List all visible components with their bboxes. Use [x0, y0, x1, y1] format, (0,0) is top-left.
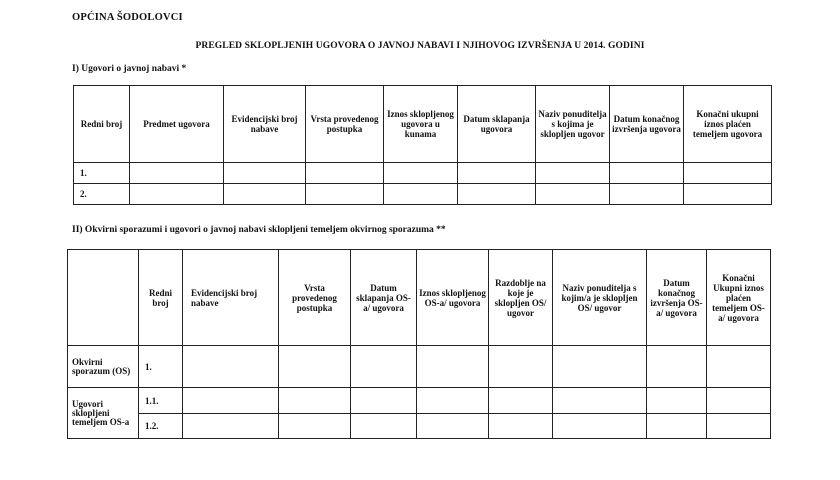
- col-header: Razdoblje na koje je sklopljen OS/ ugovor: [489, 250, 553, 346]
- table-cell: [279, 414, 351, 439]
- table-cell: [417, 388, 489, 414]
- table-row: [68, 346, 771, 388]
- row-number: 1.: [74, 163, 130, 184]
- table-cell: [224, 163, 306, 184]
- table-cell: [553, 414, 647, 439]
- table-cell: [647, 388, 707, 414]
- table-cell: [647, 414, 707, 439]
- col-header: Konačni ukupni iznos plaćen temeljem ugovora: [684, 86, 772, 163]
- table-cell: [306, 184, 384, 205]
- table-cell: [351, 414, 417, 439]
- col-header: Naziv ponuditelja s kojima je sklopljen ugovor: [536, 86, 610, 163]
- table-cell: [684, 163, 772, 184]
- table-cell: [224, 184, 306, 205]
- table-cell: [183, 414, 279, 439]
- row-number: 1.1.: [139, 388, 183, 414]
- table-cell: [553, 388, 647, 414]
- table-cell: [610, 184, 684, 205]
- col-header: Vrsta provedenog postupka: [306, 86, 384, 163]
- col-header: Evidencijski broj nabave: [224, 86, 306, 163]
- table-cell: [489, 388, 553, 414]
- table-cell: [458, 163, 536, 184]
- section-1-heading: I) Ugovori o javnoj nabavi *: [72, 64, 187, 74]
- table-cell: [553, 346, 647, 388]
- table-cell: [183, 388, 279, 414]
- table-cell: [417, 346, 489, 388]
- table-cell: [707, 346, 771, 388]
- table-cell: [279, 388, 351, 414]
- document-title: PREGLED SKLOPLJENIH UGOVORA O JAVNOJ NABAVI I NJIHOVOG IZVRŠENJA U 2014. GODINI: [195, 41, 645, 51]
- table-row: [68, 414, 771, 439]
- table-cell: [458, 184, 536, 205]
- table-cell: [684, 184, 772, 205]
- table-cell: [610, 163, 684, 184]
- table-cell: [536, 163, 610, 184]
- table-row: [74, 163, 772, 184]
- table-cell: [306, 163, 384, 184]
- row-number: 2.: [74, 184, 130, 205]
- col-header: Datum sklapanja ugovora: [458, 86, 536, 163]
- table-cell: [647, 346, 707, 388]
- row-number: 1.: [139, 346, 183, 388]
- table-cell: [351, 346, 417, 388]
- col-header: Redni broj: [139, 250, 183, 346]
- table-cell: [384, 184, 458, 205]
- table-cell: [707, 388, 771, 414]
- table-cell: [183, 346, 279, 388]
- col-header: Vrsta provedenog postupka: [279, 250, 351, 346]
- contracts-table-header: [74, 86, 772, 163]
- col-header: Redni broj: [74, 86, 130, 163]
- framework-agreements-table: [67, 249, 771, 439]
- col-header: Evidencijski broj nabave: [183, 250, 279, 346]
- table-cell: [707, 414, 771, 439]
- table-cell: [384, 163, 458, 184]
- col-header: Predmet ugovora: [130, 86, 224, 163]
- contracts-row-label: Ugovori sklopljeni temeljem OS-a: [68, 388, 139, 439]
- col-header: [68, 250, 139, 346]
- col-header: Iznos sklopljenog OS-a/ ugovora: [417, 250, 489, 346]
- col-header: Naziv ponuditelja s kojim/a je sklopljen OS/ ugovor: [553, 250, 647, 346]
- col-header: Datum konačnog izvršenja ugovora: [610, 86, 684, 163]
- col-header: Konačni Ukupni iznos plaćen temeljem OS-a/ ugovora: [707, 250, 771, 346]
- contracts-table: [73, 85, 772, 205]
- col-header: Datum sklapanja OS-a/ ugovora: [351, 250, 417, 346]
- table-cell: [130, 163, 224, 184]
- table-cell: [130, 184, 224, 205]
- col-header: Iznos sklopljenog ugovora u kunama: [384, 86, 458, 163]
- col-header: Datum konačnog izvršenja OS-a/ ugovora: [647, 250, 707, 346]
- table-cell: [417, 414, 489, 439]
- table-cell: [536, 184, 610, 205]
- row-number: 1.2.: [139, 414, 183, 439]
- table-cell: [351, 388, 417, 414]
- table-cell: [489, 346, 553, 388]
- framework-table-header: [68, 250, 771, 346]
- municipality-name: OPĆINA ŠODOLOVCI: [72, 12, 183, 23]
- framework-row-label: Okvirni sporazum (OS): [68, 346, 139, 388]
- table-cell: [489, 414, 553, 439]
- section-2-heading: II) Okvirni sporazumi i ugovori o javnoj nabavi sklopljeni temeljem okvirnog sporazuma **: [72, 225, 446, 235]
- table-row: [68, 388, 771, 414]
- table-row: [74, 184, 772, 205]
- table-cell: [279, 346, 351, 388]
